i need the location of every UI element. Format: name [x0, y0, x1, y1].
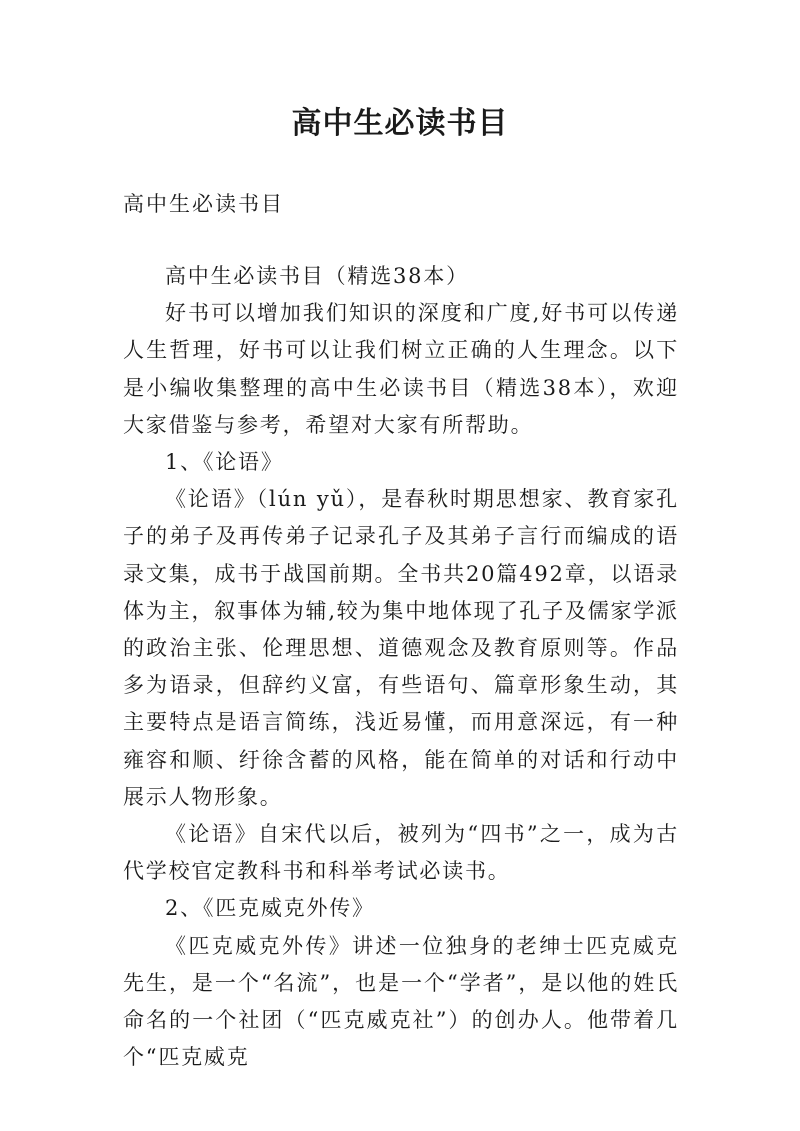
document-body	[123, 258, 679, 1076]
intro-paragraph: 好书可以增加我们知识的深度和广度,好书可以传递人生哲理，好书可以让我们树立正确的人生理念。以下是小编收集整理的高中生必读书目（精选38本），欢迎大家借鉴与参考，希望对大家有所帮助。	[123, 301, 679, 437]
lunyu-description-paragraph: 《论语》（lún yǔ），是春秋时期思想家、教育家孔子的弟子及再传弟子记录孔子及其弟子言行而编成的语录文集，成书于战国前期。全书共20篇492章，以语录体为主，叙事体为辅,较为集中地体现了孔子及儒家学派的政治主张、伦理思想、道德观念及教育原则等。作品多为语录，但辞约义富，有些语句、篇章形象生动，其主要特点是语言简练，浅近易懂，而用意深远，有一种雍容和顺、纡徐含蓄的风格，能在简单的对话和行动中展示人物形象。	[123, 487, 679, 809]
pickwick-description-paragraph: 《匹克威克外传》讲述一位独身的老绅士匹克威克先生，是一个“名流”，也是一个“学者”，是以他的姓氏命名的一个社团（“匹克威克社”）的创办人。他带着几个“匹克威克	[123, 933, 679, 1070]
lunyu-status-paragraph: 《论语》自宋代以后，被列为“四书”之一，成为古代学校官定教科书和科举考试必读书。	[123, 822, 679, 884]
book-heading-lunyu: 1、《论语》	[165, 450, 284, 475]
selection-heading: 高中生必读书目（精选38本）	[165, 264, 469, 288]
document-title: 高中生必读书目	[291, 106, 509, 141]
book-heading-pickwick: 2、《匹克威克外传》	[165, 896, 375, 921]
document-subtitle: 高中生必读书目	[123, 192, 284, 216]
